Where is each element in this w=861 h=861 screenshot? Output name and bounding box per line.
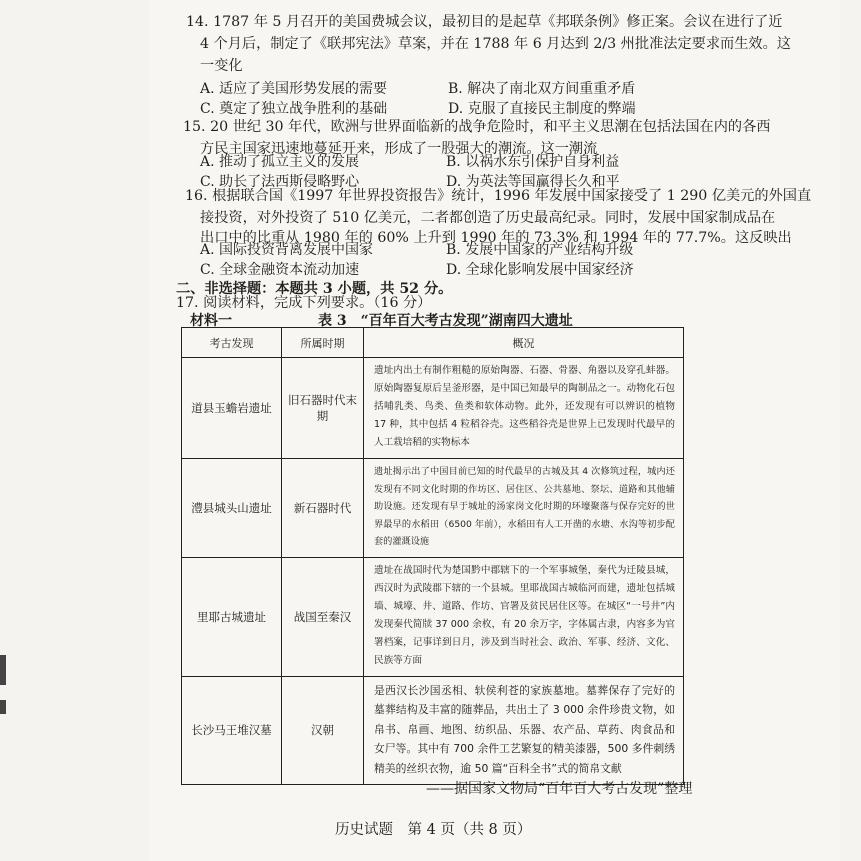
source-note: ——据国家文物局“百年百大考古发现”整理: [426, 781, 693, 797]
q15-option-b: B. 以祸水东引保护自身利益: [446, 154, 620, 170]
header-period: 所属时期: [282, 328, 364, 358]
site-period: 汉朝: [282, 676, 364, 785]
q16-option-b: B. 发展中国家的产业结构升级: [446, 242, 634, 258]
table-title: 表 3 “百年百大考古发现”湖南四大遗址: [318, 313, 573, 329]
header-discovery: 考古发现: [182, 328, 282, 358]
site-name: 里耶古城遗址: [182, 557, 282, 676]
table-row: [182, 358, 684, 459]
site-period: 旧石器时代末期: [282, 358, 364, 459]
material-label: 材料一: [190, 313, 232, 329]
site-summary: 遗址揭示出了中国目前已知的时代最早的古城及其 4 次修筑过程，城内还发现有不同文化时期的作坊区、居住区、公共墓地、祭坛、道路和其他辅助设施。还发现有早于城址的汤家岗文化时期的环壕聚落与保存完好的世界最早的水稻田（6500 年前），水稻田有人工开凿的水塘、水沟等初步配套的灌溉设施: [364, 459, 684, 558]
scan-edge-mark: [0, 655, 6, 685]
q14-stem-line1: 14. 1787 年 5 月召开的美国费城会议，最初目的是起草《邦联条例》修正案。会议在进行了近: [186, 14, 783, 30]
q16-option-c: C. 全球金融资本流动加速: [200, 262, 360, 278]
archaeology-table: [181, 327, 684, 785]
page-footer: 历史试题 第 4 页（共 8 页）: [335, 822, 532, 838]
scan-edge-mark: [0, 700, 6, 714]
q14-option-d: D. 克服了直接民主制度的弊端: [448, 101, 636, 117]
q14-option-a: A. 适应了美国形势发展的需要: [200, 81, 388, 97]
q15-option-d: D. 为英法等国赢得长久和平: [446, 174, 620, 190]
table-header-row: [182, 328, 684, 358]
q15-option-c: C. 助长了法西斯侵略野心: [200, 174, 360, 190]
q15-stem-line2: 方民主国家迅速地蔓延开来，形成了一股强大的潮流。这一潮流: [200, 141, 598, 157]
q14-option-b: B. 解决了南北双方间重重矛盾: [448, 81, 636, 97]
q16-stem-line3: 出口中的比重从 1980 年的 60% 上升到 1990 年的 73.3% 和 1994 年的 77.7%。这反映出: [200, 230, 792, 246]
site-name: 长沙马王堆汉墓: [182, 676, 282, 785]
q14-stem-line3: 一变化: [200, 58, 243, 74]
q16-stem-line2: 接投资，对外投资了 510 亿美元，二者都创造了历史最高纪录。同时，发展中国家制成品在: [200, 210, 776, 226]
site-summary: 是西汉长沙国丞相、轪侯利苍的家族墓地。墓葬保存了完好的墓葬结构及丰富的随葬品，共出土了 3 000 余件珍贵文物，如帛书、帛画、地图、纺织品、乐器、农产品、草药、肉食品和女尸等。其中有 700 余件工艺繁复的精美漆器，500 多件刺绣精美的丝织衣物，逾 50 篇“百科全书”式的简帛文献: [364, 676, 684, 785]
site-name: 道县玉蟾岩遗址: [182, 358, 282, 459]
site-summary: 遗址内出土有制作粗糙的原始陶器、石器、骨器、角器以及穿孔蚌器。原始陶器复原后呈釜形器，是中国已知最早的陶制品之一。动物化石包括哺乳类、鸟类、鱼类和软体动物。此外，还发现有可以辨识的植物 17 种，其中包括 4 粒稻谷壳。这些稻谷壳是世界上已发现时代最早的人工栽培稻的实物标本: [364, 358, 684, 459]
table-row: [182, 676, 684, 785]
header-summary: 概况: [364, 328, 684, 358]
q15-option-a: A. 推动了孤立主义的发展: [200, 154, 360, 170]
section-heading: 二、非选择题：本题共 3 小题，共 52 分。: [176, 281, 453, 297]
table-row: [182, 459, 684, 558]
q16-option-a: A. 国际投资背离发展中国家: [200, 242, 374, 258]
q16-option-d: D. 全球化影响发展中国家经济: [446, 262, 634, 278]
table-row: [182, 557, 684, 676]
q17-stem: 17. 阅读材料，完成下列要求。（16 分）: [176, 295, 432, 311]
q14-stem-line2: 4 个月后，制定了《联邦宪法》草案，并在 1788 年 6 月达到 2/3 州批准法定要求而生效。这: [200, 36, 791, 52]
site-name: 澧县城头山遗址: [182, 459, 282, 558]
site-summary: 遗址在战国时代为楚国黔中郡辖下的一个军事城堡，秦代为迁陵县城，西汉时为武陵郡下辖的一个县城。里耶战国古城临河而建，遗址包括城墙、城壕、井、道路、作坊、官署及贫民居住区等。在城区“一号井”内发现秦代简牍 37 000 余枚，有 20 余万字，字体属古隶，内容多为官署档案，记事详到日月，涉及到当时社会、政治、军事、经济、文化、民族等方面: [364, 557, 684, 676]
q14-option-c: C. 奠定了独立战争胜利的基础: [200, 101, 388, 117]
site-period: 新石器时代: [282, 459, 364, 558]
q15-stem-line1: 15. 20 世纪 30 年代，欧洲与世界面临新的战争危险时，和平主义思潮在包括法国在内的各西: [183, 119, 771, 135]
q16-stem-line1: 16. 根据联合国《1997 年世界投资报告》统计，1996 年发展中国家接受了 1 290 亿美元的外国直: [185, 188, 812, 204]
site-period: 战国至秦汉: [282, 557, 364, 676]
